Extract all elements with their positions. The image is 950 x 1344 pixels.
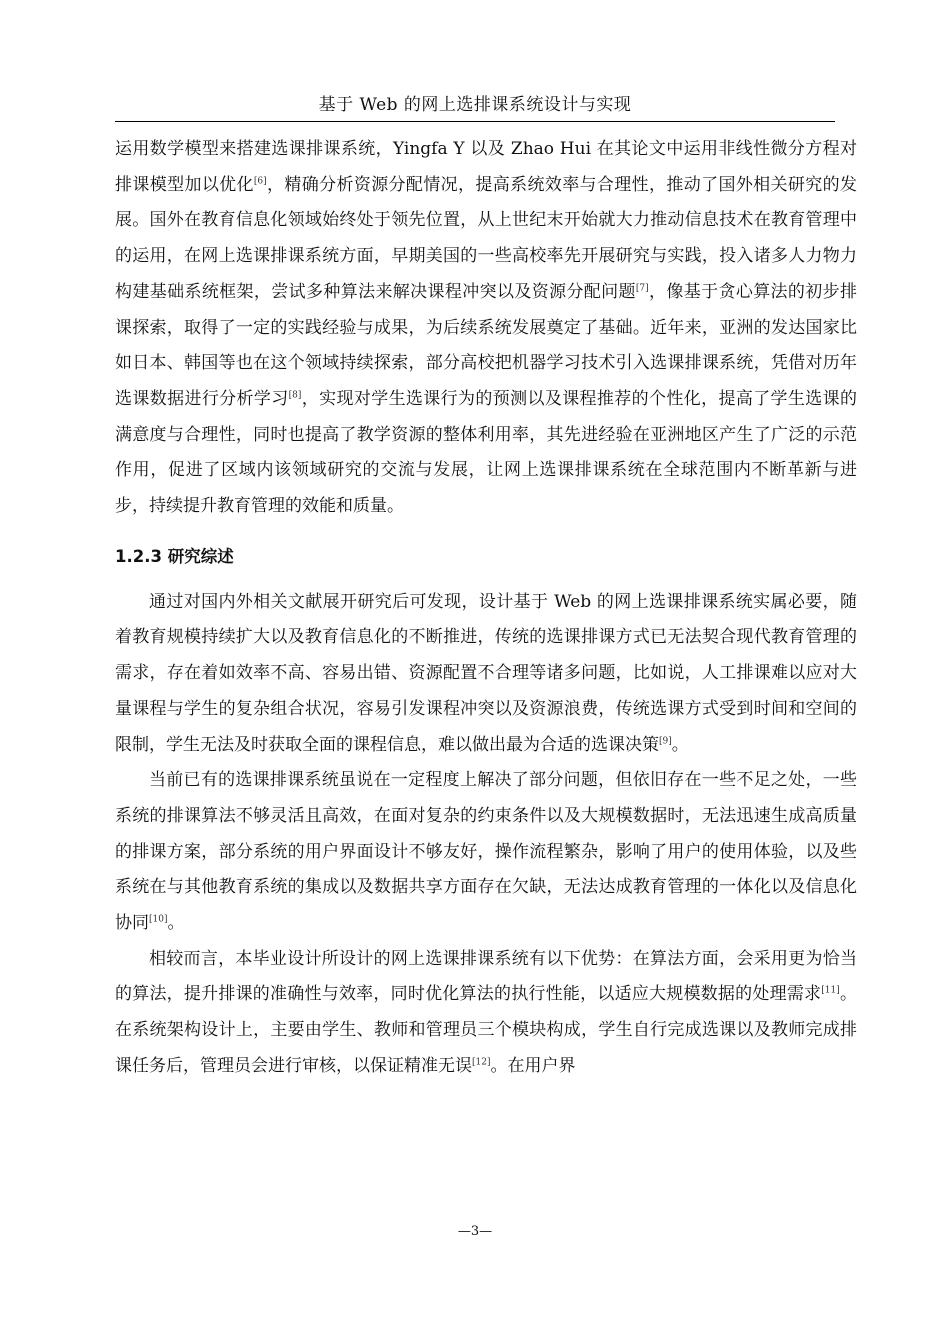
citation-ref: [12] xyxy=(472,1057,491,1068)
citation-ref: [6] xyxy=(253,176,267,187)
paragraph-text: ，像基于贪心算法的初步排课探索，取得了一定的实践经验与成果，为后续系统发展奠定了基础。近年来，亚洲的发达国家比如日本、韩国等也在这个领域持续探索，部分高校把机器学习技术引入选课排课系统，凭借对历年选课数据进行分析学习 xyxy=(115,281,858,409)
paragraph-text: 运用数学模型来搭建选课排课系统，Yingfa Y 以及 Zhao Hui 在其论文中运用非线性微分方程对排课模型加以优化 xyxy=(115,139,857,195)
page-body xyxy=(115,132,857,1085)
citation-ref: [10] xyxy=(149,914,168,925)
paragraph-text: ，实现对学生选课行为的预测以及课程推荐的个性化，提高了学生选课的满意度与合理性，同时也提高了教学资源的整体利用率，其先进经验在亚洲地区产生了广泛的示范作用，促进了区域内该领域研究的交流与发展，让网上选课排课系统在全球范围内不断革新与进步，持续提升教育管理的效能和质量。 xyxy=(115,388,858,517)
paragraph-text: 当前已有的选课排课系统虽说在一定程度上解决了部分问题，但依旧存在一些不足之处，一些系统的排课算法不够灵活且高效，在面对复杂的约束条件以及大规模数据时，无法迅速生成高质量的排课方案，部分系统的用户界面设计不够友好，操作流程繁杂，影响了用户的使用体验，以及些系统在与其他教育系统的集成以及数据共享方面存在欠缺，无法达成教育管理的一体化以及信息化协同 xyxy=(115,770,857,934)
running-header xyxy=(115,94,835,116)
citation-ref: [11] xyxy=(821,986,840,997)
paragraph-international-research xyxy=(115,132,857,525)
section-heading: 1.2.3 研究综述 xyxy=(115,546,234,566)
citation-ref: [9] xyxy=(659,736,672,747)
citation-ref: [7] xyxy=(635,283,649,294)
paragraph-text: 。在系统架构设计上，主要由学生、教师和管理员三个模块构成，学生自行完成选课以及教师完成排课任务后，管理员会进行审核，以保证精准无误 xyxy=(115,984,858,1076)
header-title: 基于 Web 的网上选排课系统设计与实现 xyxy=(318,95,632,115)
paragraph-text: 相较而言，本毕业设计所设计的网上选课排课系统有以下优势：在算法方面，会采用更为恰当的算法，提升排课的准确性与效率，同时优化算法的执行性能，以适应大规模数据的处理需求 xyxy=(115,948,857,1005)
paragraph-text: 。在用户界 xyxy=(490,1055,576,1076)
paragraph-text: 。 xyxy=(671,734,689,755)
citation-ref: [8] xyxy=(288,390,302,401)
paragraph-text: 通过对国内外相关文献展开研究后可发现，设计基于 Web 的网上选课排课系统实属必要，随着教育规模持续扩大以及教育信息化的不断推进，传统的选课排课方式已无法契合现代教育管理的需求，存在着如效率不高、容易出错、资源配置不合理等诸多问题，比如说，人工排课难以应对大量课程与学生的复杂组合状况，容易引发课程冲突以及资源浪费，传统选课方式受到时间和空间的限制，学生无法及时获取全面的课程信息，难以做出最为合适的选课决策 xyxy=(115,591,857,755)
paragraph-necessity xyxy=(115,585,857,764)
paragraph-text: 。 xyxy=(167,913,185,934)
paragraph-existing-shortcomings xyxy=(115,763,857,942)
paragraph-text: ，精确分析资源分配情况，提高系统效率与合理性，推动了国外相关研究的发展。国外在教育信息化领域始终处于领先位置，从上世纪末开始就大力推动信息技术在教育管理中的运用，在网上选课排课系统方面，早期美国的一些高校率先开展研究与实践，投入诸多人力物力构建基础系统框架，尝试多种算法来解决课程冲突以及资源分配问题 xyxy=(115,174,857,302)
paragraph-advantages xyxy=(115,942,857,1085)
page-number: —3— xyxy=(457,1224,493,1239)
page-footer xyxy=(0,1223,950,1241)
header-rule xyxy=(115,121,835,122)
